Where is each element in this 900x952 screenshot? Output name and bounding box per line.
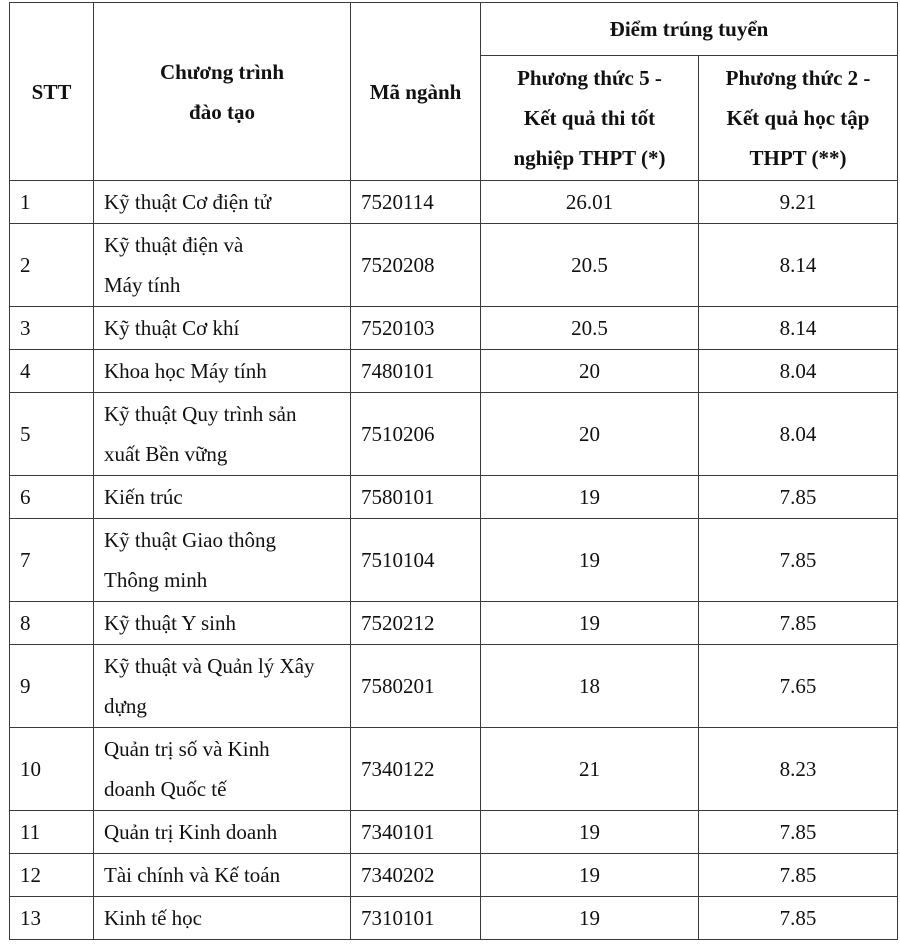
table-row [10,476,898,519]
cell-code: 7340122 [351,728,481,811]
cell-code: 7310101 [351,897,481,940]
table-row [10,519,898,602]
cell-program-line2: xuất Bền vững [104,442,228,466]
cell-program [94,393,351,476]
cell-program-line2: Máy tính [104,273,181,297]
cell-program-line2: doanh Quốc tế [104,777,227,801]
cell-method2-score: 8.14 [699,307,898,350]
cell-method5-score: 20 [481,393,699,476]
cell-method5-score: 19 [481,519,699,602]
header-method5-line3: nghiệp THPT (*) [513,146,666,170]
cell-program [94,224,351,307]
cell-method2-score: 7.65 [699,645,898,728]
table-row [10,393,898,476]
table-row [10,854,898,897]
cell-method2-score: 8.14 [699,224,898,307]
header-method2-line3: THPT (**) [749,146,847,170]
table-row [10,307,898,350]
cell-method2-score: 7.85 [699,519,898,602]
cell-method5-score: 19 [481,476,699,519]
header-method2 [699,56,898,181]
cell-method2-score: 8.23 [699,728,898,811]
cell-program-line1: Kỹ thuật điện và [104,233,244,257]
cell-stt: 9 [10,645,94,728]
cell-stt: 10 [10,728,94,811]
table-row [10,728,898,811]
cell-program-line1: Kỹ thuật Giao thông [104,528,277,552]
cell-method2-score: 7.85 [699,854,898,897]
table-row [10,897,898,940]
cell-program: Kinh tế học [94,897,351,940]
cell-code: 7520208 [351,224,481,307]
cell-program-line1: Kỹ thuật Quy trình sản [104,402,297,426]
table-row [10,350,898,393]
header-method5-line1: Phương thức 5 - [517,66,662,90]
header-program-line2: đào tạo [189,99,255,124]
cell-code: 7520103 [351,307,481,350]
cell-stt: 7 [10,519,94,602]
cell-code: 7520114 [351,181,481,224]
cell-stt: 12 [10,854,94,897]
cell-program-line1: Quản trị số và Kinh [104,737,270,761]
header-method2-line2: Kết quả học tập [726,106,870,130]
header-program-line1: Chương trình [159,59,284,84]
cell-method2-score: 9.21 [699,181,898,224]
cell-stt: 8 [10,602,94,645]
table-row [10,811,898,854]
cell-program [94,645,351,728]
cell-code: 7510206 [351,393,481,476]
cell-stt: 11 [10,811,94,854]
cell-method2-score: 7.85 [699,897,898,940]
cell-program: Khoa học Máy tính [94,350,351,393]
cell-method2-score: 7.85 [699,811,898,854]
cell-method5-score: 20.5 [481,307,699,350]
cell-method5-score: 19 [481,811,699,854]
cell-program: Kiến trúc [94,476,351,519]
cell-method5-score: 20 [481,350,699,393]
cell-method5-score: 20.5 [481,224,699,307]
header-program [94,3,351,181]
header-stt: STT [10,3,94,181]
cell-program [94,728,351,811]
cell-method2-score: 8.04 [699,350,898,393]
cell-program-line2: Thông minh [104,568,208,592]
cell-stt: 4 [10,350,94,393]
header-method2-line1: Phương thức 2 - [725,66,871,90]
cell-code: 7580201 [351,645,481,728]
table-row [10,602,898,645]
cell-stt: 1 [10,181,94,224]
cell-program: Kỹ thuật Cơ điện tử [94,181,351,224]
cell-code: 7340202 [351,854,481,897]
cell-program: Tài chính và Kế toán [94,854,351,897]
cell-program [94,519,351,602]
header-score-group: Điểm trúng tuyển [481,3,898,56]
cell-stt: 13 [10,897,94,940]
cell-stt: 5 [10,393,94,476]
header-method5-line2: Kết quả thi tốt [523,106,656,130]
table-row [10,181,898,224]
cell-method2-score: 7.85 [699,476,898,519]
cell-code: 7340101 [351,811,481,854]
table-row [10,224,898,307]
table-row [10,645,898,728]
cell-code: 7520212 [351,602,481,645]
cell-method5-score: 21 [481,728,699,811]
header-method5 [481,56,699,181]
cell-method5-score: 19 [481,602,699,645]
cell-stt: 2 [10,224,94,307]
cell-method5-score: 19 [481,897,699,940]
cell-program-line1: Kỹ thuật và Quản lý Xây [104,654,315,678]
cell-program: Kỹ thuật Y sinh [94,602,351,645]
cell-method5-score: 26.01 [481,181,699,224]
cell-method2-score: 7.85 [699,602,898,645]
cell-stt: 3 [10,307,94,350]
cell-method2-score: 8.04 [699,393,898,476]
cell-stt: 6 [10,476,94,519]
cell-code: 7580101 [351,476,481,519]
cell-code: 7480101 [351,350,481,393]
cell-method5-score: 19 [481,854,699,897]
cell-method5-score: 18 [481,645,699,728]
admission-score-table [9,2,898,940]
cell-program-line2: dựng [104,694,147,718]
cell-program: Kỹ thuật Cơ khí [94,307,351,350]
cell-program: Quản trị Kinh doanh [94,811,351,854]
cell-code: 7510104 [351,519,481,602]
header-code: Mã ngành [351,3,481,181]
